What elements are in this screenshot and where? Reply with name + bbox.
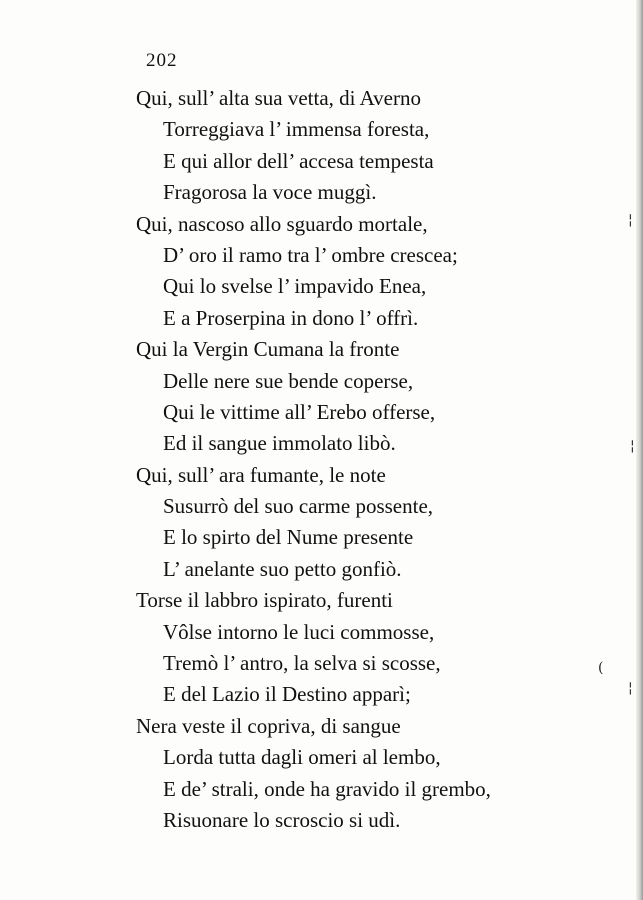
poem-body [0, 83, 643, 836]
poem-line: E de’ strali, onde ha gravido il grembo, [163, 776, 491, 801]
margin-speck: ( [598, 660, 604, 676]
margin-speck: ¦ [628, 680, 633, 696]
poem-line: Torse il labbro ispirato, furenti [136, 588, 393, 613]
stanza-5 [0, 585, 643, 711]
stanza-4 [0, 460, 643, 586]
poem-line: D’ oro il ramo tra l’ ombre crescea; [163, 242, 458, 267]
poem-line: Delle nere sue bende coperse, [163, 368, 414, 393]
poem-line: Qui, sull’ ara fumante, le note [136, 462, 386, 487]
poem-line: E lo spirto del Nume presente [163, 525, 414, 550]
poem-line: Qui le vittime all’ Erebo offerse, [163, 399, 436, 424]
stanza-1 [0, 83, 643, 209]
margin-speck: ¦ [630, 438, 635, 454]
stanza-2 [0, 209, 643, 335]
poem-line: Nera veste il copriva, di sangue [136, 713, 401, 738]
page-number: 202 [146, 50, 178, 71]
poem-line: E del Lazio il Destino apparì; [163, 682, 411, 707]
poem-line: Qui, nascoso allo sguardo mortale, [136, 211, 428, 236]
poem-line: Susurrò del suo carme possente, [163, 494, 434, 519]
poem-line: Ed il sangue immolato libò. [163, 431, 396, 456]
poem-line: Qui, sull’ alta sua vetta, di Averno [136, 86, 421, 110]
poem-line: E qui allor dell’ accesa tempesta [163, 148, 434, 173]
poem-line: Fragorosa la voce muggì. [163, 180, 377, 205]
poem-line: L’ anelante suo petto gonfiò. [163, 556, 402, 581]
poem-line: Risuonare lo scroscio si udì. [163, 807, 401, 832]
poem-line: Vôlse intorno le luci commosse, [163, 619, 435, 644]
stanza-3 [0, 334, 643, 460]
poem-line: Qui lo svelse l’ impavido Enea, [163, 274, 427, 299]
poem-line: Torreggiava l’ immensa foresta, [163, 117, 430, 142]
margin-speck: ¦ [628, 212, 633, 228]
stanza-6 [0, 711, 643, 837]
poem-line: Qui la Vergin Cumana la fronte [136, 337, 400, 362]
poem-line: Lorda tutta dagli omeri al lembo, [163, 745, 441, 770]
poem-line: E a Proserpina in dono l’ offrì. [163, 305, 419, 330]
poem-line: Tremò l’ antro, la selva si scosse, [163, 651, 441, 676]
